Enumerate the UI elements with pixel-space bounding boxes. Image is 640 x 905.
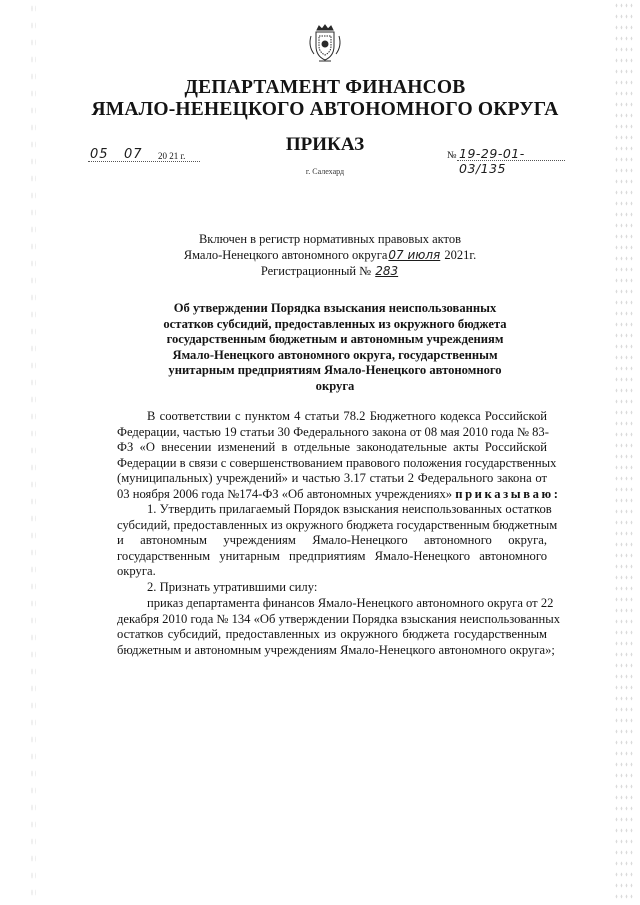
text-line: В соответствии с пунктом 4 статьи 78.2 Бюджетного кодекса Российской: [147, 409, 547, 423]
registry-date: 07 июля: [388, 248, 441, 262]
text-line: [117, 486, 561, 503]
text-line: субсидий, предоставленных из окружного бюджета государственным бюджетным: [117, 517, 558, 532]
order-title: [140, 301, 530, 395]
preamble-paragraph: [117, 409, 561, 503]
text-line: и автономным учреждениям Ямало-Ненецкого автономного округа,: [117, 533, 547, 548]
registry-number-label: Регистрационный №: [260, 264, 372, 278]
registry-year: 2021: [444, 248, 470, 262]
registry-region: Ямало-Ненецкого автономного округа: [183, 248, 388, 262]
text-line: Федерации в связи с совершенствованием правового положения государственных: [117, 455, 557, 470]
title-line: унитарным предприятиям Ямало-Ненецкого автономного: [168, 363, 502, 378]
item-2: [117, 580, 547, 596]
preamble-last-text: 03 ноября 2006 года №174-ФЗ «Об автономных учреждениях»: [117, 486, 453, 501]
date-month: 07: [124, 147, 143, 162]
title-line: Ямало-Ненецкого автономного округа, государственным: [172, 347, 498, 362]
date-day: 05: [90, 147, 109, 162]
department-name-line2: ЯМАЛО-НЕНЕЦКОГО АВТОНОМНОГО ОКРУГА: [91, 99, 559, 120]
coat-of-arms-icon: [305, 22, 345, 64]
order-number: [447, 146, 567, 176]
text-line: остатков субсидий, предоставленных из окружного бюджета государственным: [117, 627, 547, 642]
title-line: округа: [315, 378, 355, 393]
item-2-subitem: [117, 596, 561, 658]
registry-year-suffix: г.: [469, 248, 477, 262]
title-line: Об утверждении Порядка взыскания неиспользованных: [173, 301, 497, 315]
text-line: 1. Утвердить прилагаемый Порядок взыскания неиспользованных остатков: [147, 502, 552, 516]
title-line: государственным бюджетным и автономным учреждениям: [166, 332, 504, 347]
registry-line2: [160, 247, 500, 263]
item-1: [117, 502, 558, 580]
text-line: бюджетным и автономным учреждениям Ямало-Ненецкого автономного округа»;: [117, 642, 555, 657]
text-line: декабря 2010 года № 134 «Об утверждении Порядка взыскания неиспользованных: [117, 611, 561, 626]
registry-line1: Включен в регистр нормативных правовых актов: [198, 232, 462, 246]
command-word: приказываю:: [455, 486, 561, 501]
text-line: государственным унитарным предприятиям Ямало-Ненецкого автономного: [117, 548, 547, 563]
text-line: 2. Признать утратившими силу:: [147, 580, 318, 594]
text-line: Федерации, частью 19 статьи 30 Федерального закона от 08 мая 2010 года № 83-: [117, 424, 549, 439]
order-date: [88, 147, 208, 167]
department-name-line1: ДЕПАРТАМЕНТ ФИНАНСОВ: [184, 77, 466, 98]
date-year: 20 21 г.: [158, 151, 186, 161]
registry-number: 283: [375, 264, 399, 278]
text-line: (муниципальных) учреждений» и частью 3.17 статьи 2 Федерального закона от: [117, 471, 547, 486]
title-line: остатков субсидий, предоставленных из окружного бюджета: [163, 316, 507, 331]
text-line: округа.: [117, 564, 156, 579]
document-type: ПРИКАЗ: [285, 134, 365, 155]
number-value: 19-29-01-03/135: [459, 146, 525, 176]
text-line: ФЗ «О внесении изменений в отдельные законодательные акты Российской: [117, 440, 547, 455]
registry-line3: [160, 263, 500, 279]
number-prefix: №: [447, 150, 457, 161]
text-line: приказ департамента финансов Ямало-Ненецкого автономного округа от 22: [147, 596, 554, 610]
city: г. Салехард: [305, 167, 345, 176]
